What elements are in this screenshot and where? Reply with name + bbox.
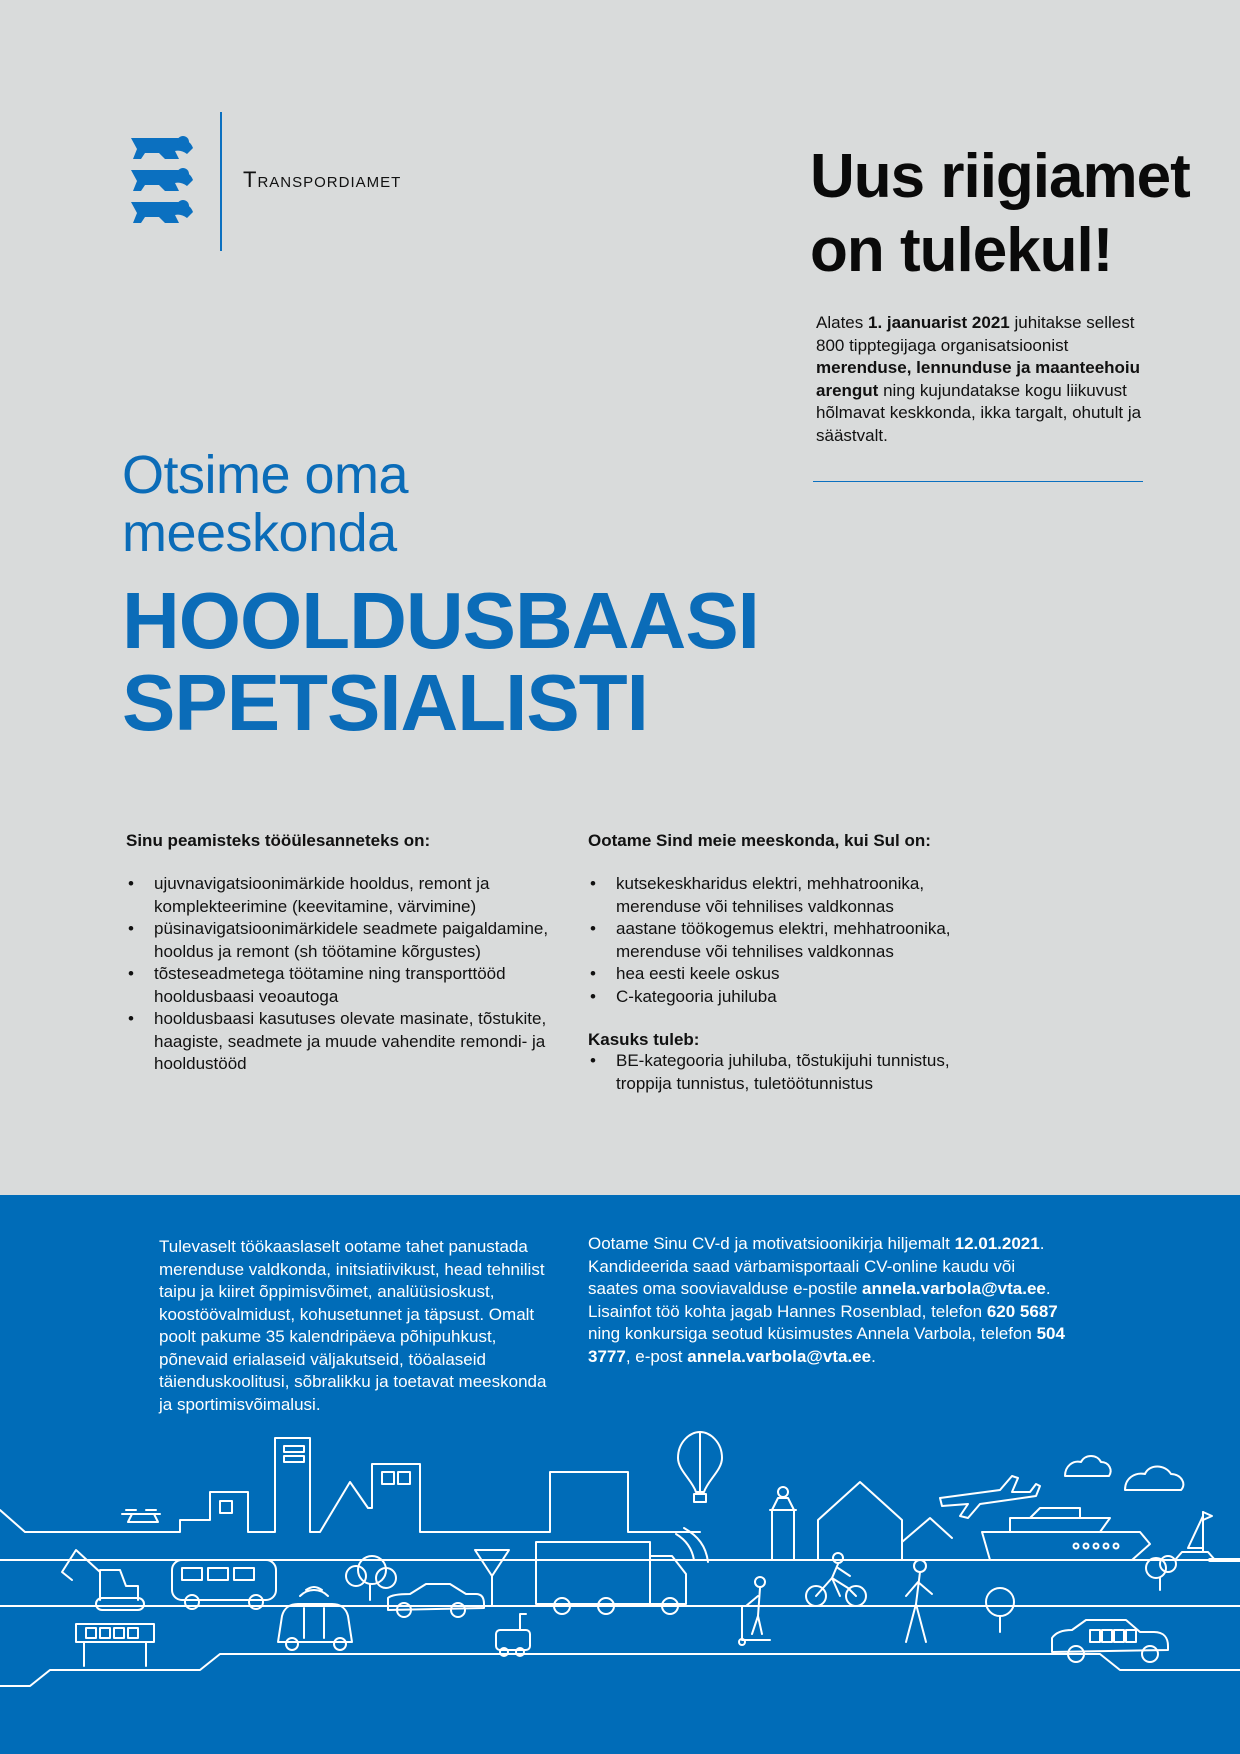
headline-line-1: Uus riigiamet: [810, 142, 1190, 211]
bonus-title: Kasuks tuleb:: [588, 1030, 700, 1049]
requirements-list: [588, 873, 1008, 1008]
contact-text: Ootame Sinu CV-d ja motivatsioonikirja hiljemalt: [588, 1234, 955, 1253]
subhead-line-1: Otsime oma: [122, 445, 409, 505]
duties-title: Sinu peamisteks tööülesanneteks on:: [126, 831, 431, 850]
phone-number: 620 5687: [986, 1301, 1058, 1321]
list-item: • aastane töökogemus elektri, mehhatroonika, merenduse või tehnilises valdkonnas: [588, 918, 1008, 963]
contact-text: . Lisainfot töö kohta jagab Hannes Rosenblad, telefon: [588, 1279, 1051, 1321]
headline: [810, 140, 1210, 288]
job-title-line-2: SPETSIALISTI: [122, 658, 648, 747]
contact-text: , e-post: [625, 1346, 688, 1366]
phone-number: 504 3777: [588, 1324, 1065, 1366]
list-item: • tõsteseadmetega töötamine ning transporttööd hooldusbaasi veoautoga: [126, 963, 566, 1008]
duties-list: [126, 873, 566, 1076]
contact-text: . Kandideerida saad värbamisportaali CV-online kaudu või saates oma sooviavalduse e-postile: [588, 1234, 1045, 1298]
requirements-section: [588, 831, 1008, 1095]
divider: [813, 481, 1143, 482]
contact-text: .: [871, 1346, 876, 1366]
requirements-title: Ootame Sind meie meeskonda, kui Sul on:: [588, 831, 931, 850]
email-link[interactable]: annela.varbola@vta.ee: [862, 1279, 1046, 1298]
contact-text: ning konkursiga seotud küsimustes Annela Varbola, telefon: [588, 1324, 1037, 1343]
job-title-line-1: HOOLDUSBAASI: [122, 576, 759, 665]
intro-emphasis: merenduse, lennunduse ja maanteehoiu arengut: [816, 358, 1141, 400]
duties-section: [126, 831, 566, 1076]
benefits-paragraph: Tulevaselt töökaaslaselt ootame tahet panustada merenduse valdkonda, initsiatiivikust, head tehnilist taipu ja kiiret õppimisvõimet, analüüsioskust, koostöövalmidust, kohusetunnet ja täpsust. Omalt poolt pakume 35 kalendripäeva põhipuhkust, põnevaid erialaseid väljakutseid, tööalaseid täienduskoolitusi, sõbralikku ja toetavat meeskonda ja sportimisvõimalusi.: [159, 1237, 547, 1414]
list-item: • hooldusbaasi kasutuses olevate masinate, tõstukite, haagiste, seadmete ja muude vahendite remondi- ja hooldustööd: [126, 1008, 566, 1076]
email-link[interactable]: annela.varbola@vta.ee: [687, 1346, 872, 1366]
intro-text: juhitakse sellest 800 tipptegijaga organisatsioonist: [816, 313, 1135, 355]
intro-text: ning kujundatakse kogu liikuvust hõlmavat keskkonda, ikka targalt, ohutult ja säästvalt.: [816, 380, 1142, 445]
list-item: • ujuvnavigatsioonimärkide hooldus, remont ja komplekteerimine (keevitamine, värvimine): [126, 873, 566, 918]
subhead-line-2: meeskonda: [122, 503, 397, 563]
contact-paragraph: [588, 1233, 1068, 1368]
three-lions-coat-of-arms-icon: [125, 132, 205, 232]
intro-paragraph: [816, 312, 1146, 447]
subhead: [122, 446, 408, 562]
list-item: • kutsekeskharidus elektri, mehhatroonika, merenduse või tehnilises valdkonnas: [588, 873, 1008, 918]
intro-date: 1. jaanuarist 2021: [867, 313, 1010, 332]
deadline-date: 12.01.2021: [954, 1234, 1040, 1253]
bonus-list: [588, 1050, 1008, 1095]
job-title: [122, 576, 759, 747]
list-item: • BE-kategooria juhiluba, tõstukijuhi tunnistus, troppija tunnistus, tuletöötunnistus: [588, 1050, 1008, 1095]
intro-text: Alates: [816, 313, 868, 332]
list-item: • C-kategooria juhiluba: [588, 986, 1008, 1009]
list-item: • hea eesti keele oskus: [588, 963, 1008, 986]
headline-line-2: on tulekul!: [810, 216, 1113, 285]
agency-name: Transpordiamet: [243, 167, 402, 192]
city-transport-lineart-icon: [0, 1420, 1240, 1700]
list-item: • püsinavigatsioonimärkidele seadmete paigaldamine, hooldus ja remont (sh töötamine kõrgustes): [126, 918, 566, 963]
logo-divider: [220, 112, 222, 251]
